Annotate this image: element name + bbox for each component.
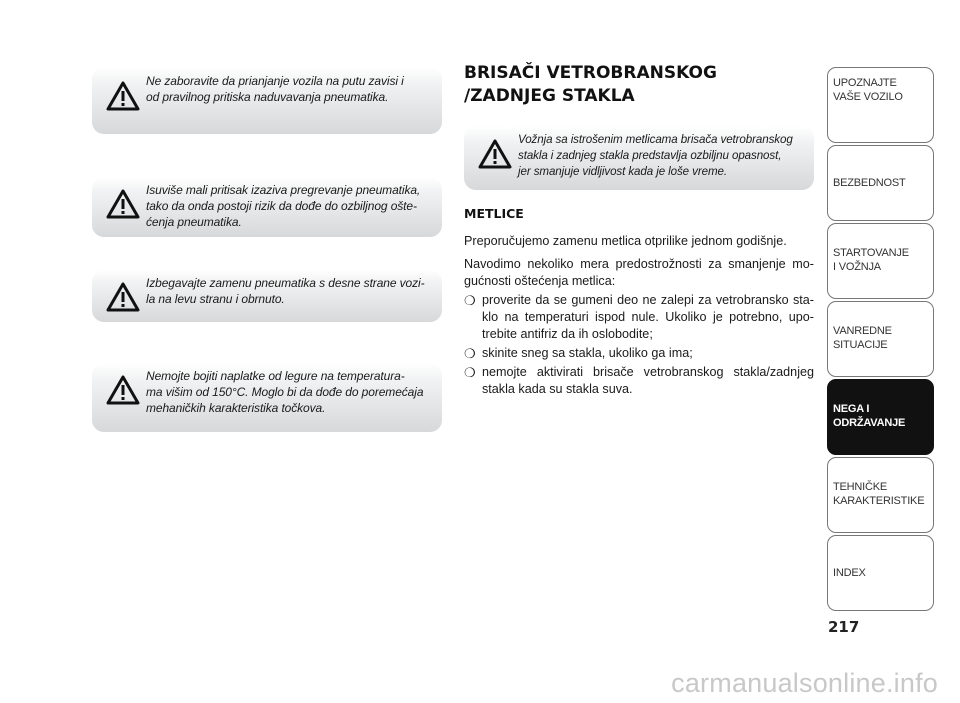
bullet-circle-icon: ❍	[464, 365, 476, 380]
tab-index[interactable]: INDEX	[827, 535, 934, 611]
warning-triangle-icon	[106, 375, 140, 405]
tab-bezbednost[interactable]: BEZBEDNOST	[827, 145, 934, 221]
warning-text: Nemojte bojiti naplatke od legure na temperatura- ma višim od 150°C. Moglo bi da dođe do poremećaja mehaničkih karakteristika točkova.	[146, 369, 424, 415]
warning-box-swap-sides	[92, 270, 442, 322]
page-number: 217	[828, 618, 860, 636]
tab-startovanje-i-voznja[interactable]: STARTOVANJE I VOŽNJA	[827, 223, 934, 299]
section-title: BRISAČI VETROBRANSKOG /ZADNJEG STAKLA	[464, 63, 717, 106]
subheading: METLICE	[464, 206, 524, 221]
warning-triangle-icon	[106, 81, 140, 111]
tab-upoznajte-vase-vozilo[interactable]: UPOZNAJTE VAŠE VOZILO	[827, 67, 934, 143]
bullet-circle-icon: ❍	[464, 346, 476, 361]
warning-text: Vožnja sa istrošenim metlicama brisača vetrobranskog stakla i zadnjeg stakla predstavlja ozbiljnu opasnost, jer smanjuje vidljivost kada je loše vreme.	[518, 133, 793, 178]
warning-text: Ne zaboravite da prianjanje vozila na putu zavisi i od pravilnog pritiska naduvavanja pneumatika.	[146, 74, 404, 104]
bullet-circle-icon: ❍	[464, 293, 476, 308]
watermark: carmanualsonline.info	[671, 668, 938, 698]
warning-triangle-icon	[478, 139, 512, 169]
paragraph: Preporučujemo zamenu metlica otprilike jednom godišnje.	[464, 234, 787, 248]
warning-text: Izbegavajte zamenu pneumatika s desne strane vozi- la na levu stranu i obrnuto.	[146, 276, 425, 306]
tab-vanredne-situacije[interactable]: VANREDNE SITUACIJE	[827, 301, 934, 377]
tab-tehnicke-karakteristike[interactable]: TEHNIČKE KARAKTERISTIKE	[827, 457, 934, 533]
paragraph: Navodimo nekoliko mera predostrožnosti za smanjenje mogućnosti oštećenja metlica:	[464, 257, 814, 288]
tab-nega-i-odrzavanje[interactable]: NEGA I ODRŽAVANJE	[827, 379, 934, 455]
warning-box-alloy-paint	[92, 363, 442, 432]
warning-box-grip	[92, 67, 442, 134]
precaution-list	[464, 292, 814, 399]
list-item: ❍ skinite sneg sa stakla, ukoliko ga ima;	[464, 346, 693, 361]
warning-triangle-icon	[106, 282, 140, 312]
warning-text: Isuviše mali pritisak izaziva pregrevanje pneumatika, tako da onda postoji rizik da dođe do ozbiljnog ošte- ćenja pneumatika.	[146, 183, 421, 229]
warning-box-low-pressure	[92, 177, 442, 237]
warning-triangle-icon	[106, 189, 140, 219]
list-item: ❍ nemojte aktivirati brisače vetrobranskog stakla/zadnjeg stakla kada su stakla suva.	[464, 365, 814, 396]
warning-box-wipers	[464, 126, 814, 190]
list-item: ❍ proverite da se gumeni deo ne zalepi za vetrobransko staklo na temperaturi ispod nule. Ukoliko je potrebno, upotrebite antifriz da ih oslobodite;	[464, 293, 814, 341]
